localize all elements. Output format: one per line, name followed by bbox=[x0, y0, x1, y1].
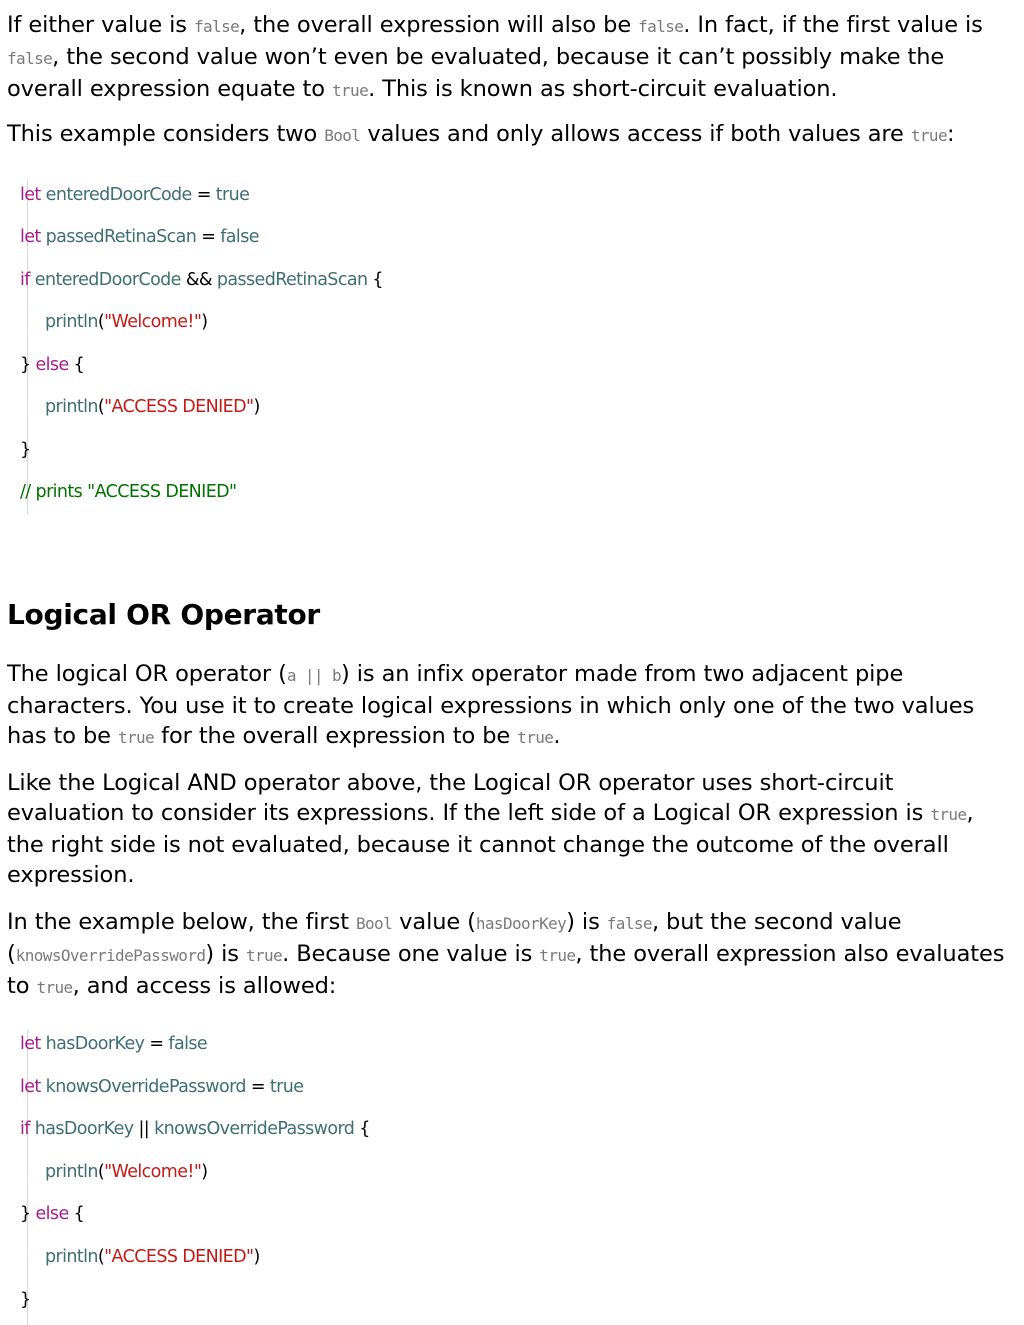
text-run: This example considers two bbox=[7, 121, 325, 147]
inline-code: true bbox=[245, 946, 283, 965]
text-run: The logical OR operator ( bbox=[7, 661, 287, 687]
text-run: , and access is allowed: bbox=[72, 973, 337, 999]
brace: { bbox=[68, 355, 85, 375]
inline-code: hasDoorKey bbox=[475, 914, 567, 933]
code-line bbox=[20, 1119, 370, 1139]
code-line bbox=[20, 185, 249, 205]
code-block-and-example bbox=[20, 180, 383, 514]
code-line bbox=[20, 355, 84, 375]
text-run: , but the second value ( bbox=[7, 909, 902, 967]
keyword: if bbox=[20, 270, 30, 290]
keyword: if bbox=[20, 1119, 30, 1139]
text-run: , the right side is not evaluated, because it cannot change the outcome of the overall expression. bbox=[7, 800, 974, 888]
code-line bbox=[45, 312, 208, 332]
paren: ) bbox=[201, 312, 208, 332]
operator: && bbox=[180, 270, 217, 290]
keyword: let bbox=[20, 227, 41, 247]
keyword: else bbox=[35, 355, 69, 375]
code-line bbox=[20, 1204, 84, 1224]
inline-code: true bbox=[36, 978, 73, 997]
operator: = bbox=[144, 1034, 169, 1054]
identifier: knowsOverridePassword bbox=[45, 1077, 246, 1097]
text-run: . This is known as short-circuit evaluation. bbox=[368, 76, 838, 102]
inline-code: false bbox=[193, 17, 240, 36]
code-line bbox=[20, 227, 259, 247]
brace: } bbox=[20, 355, 36, 375]
operator: = bbox=[191, 185, 216, 205]
code-line bbox=[45, 1162, 208, 1182]
operator: || bbox=[133, 1119, 155, 1139]
inline-code: false bbox=[7, 49, 53, 68]
keyword: let bbox=[20, 185, 41, 205]
text-run: values and only allows access if both values are bbox=[360, 121, 911, 147]
text-run: ) is bbox=[566, 909, 607, 935]
inline-code: true bbox=[910, 126, 947, 145]
string-literal: "Welcome!" bbox=[104, 1162, 202, 1182]
section-heading: Logical OR Operator bbox=[7, 598, 320, 631]
identifier: hasDoorKey bbox=[34, 1119, 134, 1139]
code-line bbox=[20, 270, 383, 290]
identifier: enteredDoorCode bbox=[34, 270, 181, 290]
identifier: hasDoorKey bbox=[45, 1034, 145, 1054]
brace: } bbox=[20, 440, 31, 460]
text-run: . In fact, if the first value is bbox=[683, 12, 983, 38]
paragraph-or-short-circuit bbox=[7, 768, 1007, 890]
keyword: let bbox=[20, 1034, 41, 1054]
brace: } bbox=[20, 1290, 31, 1310]
paragraph-or-example-intro bbox=[7, 907, 1019, 1003]
identifier: passedRetinaScan bbox=[45, 227, 197, 247]
identifier: knowsOverridePassword bbox=[154, 1119, 355, 1139]
text-run: If either value is bbox=[7, 12, 194, 38]
text-run: . Because one value is bbox=[282, 941, 540, 967]
code-line bbox=[20, 1077, 303, 1097]
paren: ( bbox=[97, 1247, 105, 1267]
text-run: In the example below, the first bbox=[7, 909, 356, 935]
code-line bbox=[45, 397, 260, 417]
text-run: . bbox=[553, 723, 561, 749]
identifier: enteredDoorCode bbox=[45, 185, 192, 205]
paragraph-example-intro bbox=[7, 119, 1019, 151]
inline-code: Bool bbox=[355, 914, 393, 933]
text-run: ) is bbox=[205, 941, 246, 967]
text-run: value ( bbox=[392, 909, 476, 935]
identifier: passedRetinaScan bbox=[216, 270, 368, 290]
inline-code: true bbox=[539, 946, 576, 965]
inline-code: true bbox=[117, 728, 155, 747]
code-line bbox=[20, 1034, 207, 1054]
function-name: println bbox=[45, 397, 98, 417]
paren: ( bbox=[97, 312, 105, 332]
text-run: Like the Logical AND operator above, the Logical OR operator uses short-circuit evaluation to consider its expressions. If the left side of a Logical OR expression is bbox=[7, 770, 931, 826]
inline-code: true bbox=[930, 805, 967, 824]
literal: true bbox=[215, 185, 250, 205]
text-run: ) is an infix operator made from two adjacent pipe characters. You use it to create logical expressions in which only one of the two values has to be bbox=[7, 661, 975, 749]
function-name: println bbox=[45, 1247, 98, 1267]
paragraph-or-definition bbox=[7, 659, 1007, 753]
paren: ) bbox=[201, 1162, 208, 1182]
literal: false bbox=[220, 227, 259, 247]
text-run: for the overall expression to be bbox=[154, 723, 518, 749]
literal: true bbox=[269, 1077, 304, 1097]
function-name: println bbox=[45, 312, 98, 332]
inline-code: a || b bbox=[286, 666, 342, 685]
code-comment: // prints "ACCESS DENIED" bbox=[20, 482, 237, 502]
paren: ) bbox=[253, 1247, 260, 1267]
code-line bbox=[20, 440, 31, 460]
keyword: else bbox=[35, 1204, 69, 1224]
brace: } bbox=[20, 1204, 36, 1224]
brace: { bbox=[68, 1204, 85, 1224]
paragraph-short-circuit bbox=[7, 10, 1019, 106]
brace: { bbox=[354, 1119, 370, 1139]
code-line bbox=[20, 482, 237, 502]
string-literal: "ACCESS DENIED" bbox=[104, 1247, 254, 1267]
paren: ( bbox=[97, 1162, 105, 1182]
code-line bbox=[45, 1247, 260, 1267]
operator: = bbox=[196, 227, 221, 247]
operator: = bbox=[245, 1077, 270, 1097]
inline-code: knowsOverridePassword bbox=[15, 946, 206, 965]
inline-code: false bbox=[638, 17, 684, 36]
code-line bbox=[20, 1290, 31, 1310]
inline-code: false bbox=[606, 914, 652, 933]
paren: ) bbox=[253, 397, 260, 417]
text-run: , the second value won’t even be evaluated, because it can’t possibly make the overall expression equate to bbox=[7, 44, 945, 102]
text-run: , the overall expression also evaluates to bbox=[7, 941, 1005, 999]
code-block-or-example bbox=[20, 1030, 370, 1325]
string-literal: "ACCESS DENIED" bbox=[104, 397, 254, 417]
text-run: , the overall expression will also be bbox=[239, 12, 639, 38]
paren: ( bbox=[97, 397, 105, 417]
keyword: let bbox=[20, 1077, 41, 1097]
literal: false bbox=[168, 1034, 208, 1054]
inline-code: true bbox=[517, 728, 554, 747]
inline-code: true bbox=[331, 81, 369, 100]
text-run: : bbox=[946, 121, 955, 147]
string-literal: "Welcome!" bbox=[104, 312, 202, 332]
function-name: println bbox=[45, 1162, 98, 1182]
brace: { bbox=[367, 270, 383, 290]
inline-code: Bool bbox=[324, 126, 361, 145]
